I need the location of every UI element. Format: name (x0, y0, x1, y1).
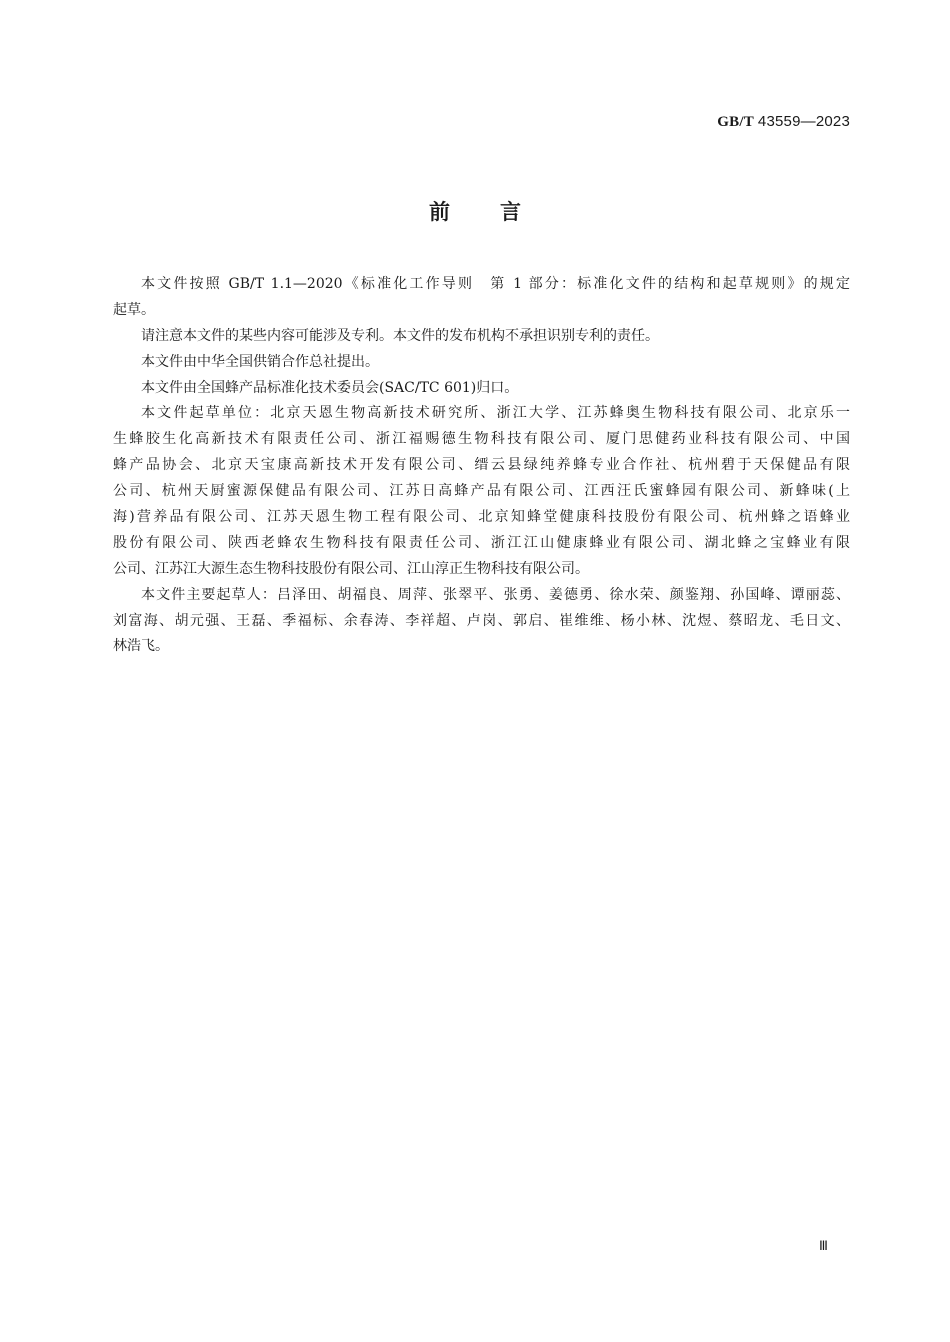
page-title (0, 196, 950, 226)
text-line: 公司、江苏江大源生态生物科技股份有限公司、江山淳正生物科技有限公司。 (113, 560, 589, 577)
standard-code: 43559—2023 (757, 113, 850, 130)
text-line: 本文件由全国蜂产品标准化技术委员会(SAC/TC 601)归口。 (141, 379, 519, 396)
standard-prefix: GB/T (717, 114, 754, 130)
paragraph-normative-reference (113, 272, 850, 324)
text-line: 林浩飞。 (113, 638, 169, 655)
text-line: 刘富海、胡元强、王磊、季福标、余春涛、李祥超、卢岗、郭启、崔维维、杨小林、沈煜、蔡昭龙、毛日文、 (113, 612, 850, 629)
text-line: 本文件主要起草人：吕泽田、胡福良、周萍、张翠平、张勇、姜德勇、徐水荣、颜鉴翔、孙国峰、谭丽蕊、 (141, 586, 850, 603)
text-line: 本文件按照 GB/T 1.1—2020《标准化工作导则 第 1 部分：标准化文件的结构和起草规则》的规定 (141, 276, 850, 292)
standard-number (717, 113, 850, 131)
title-char-2: 言 (500, 200, 521, 224)
text-line: 本文件起草单位：北京天恩生物高新技术研究所、浙江大学、江苏蜂奥生物科技有限公司、北京乐一 (141, 405, 850, 422)
text-line: 股份有限公司、陕西老蜂农生物科技有限责任公司、浙江江山健康蜂业有限公司、湖北蜂之宝蜂业有限 (113, 534, 850, 551)
paragraph-committee (113, 376, 850, 402)
paragraph-proposer (113, 350, 850, 376)
text-line: 蜂产品协会、北京天宝康高新技术开发有限公司、缙云县绿纯养蜂专业合作社、杭州碧于天保健品有限 (113, 457, 850, 474)
text-line: 本文件由中华全国供销合作总社提出。 (141, 353, 379, 370)
paragraph-drafting-organizations (113, 401, 850, 582)
text-line: 海)营养品有限公司、江苏天恩生物工程有限公司、北京知蜂堂健康科技股份有限公司、杭州蜂之语蜂业 (113, 509, 850, 526)
foreword-body (113, 272, 850, 660)
page-number: Ⅲ (819, 1238, 828, 1253)
text-line: 公司、杭州天厨蜜源保健品有限公司、江苏日高蜂产品有限公司、江西汪氏蜜蜂园有限公司、新蜂味(上 (113, 483, 850, 500)
paragraph-main-drafters (113, 583, 850, 661)
text-line: 请注意本文件的某些内容可能涉及专利。本文件的发布机构不承担识别专利的责任。 (141, 327, 659, 344)
text-line: 生蜂胶生化高新技术有限责任公司、浙江福赐德生物科技有限公司、厦门思健药业科技有限公司、中国 (113, 431, 850, 448)
text-line: 起草。 (113, 301, 155, 318)
paragraph-patent-notice (113, 324, 850, 350)
title-char-1: 前 (429, 200, 450, 224)
